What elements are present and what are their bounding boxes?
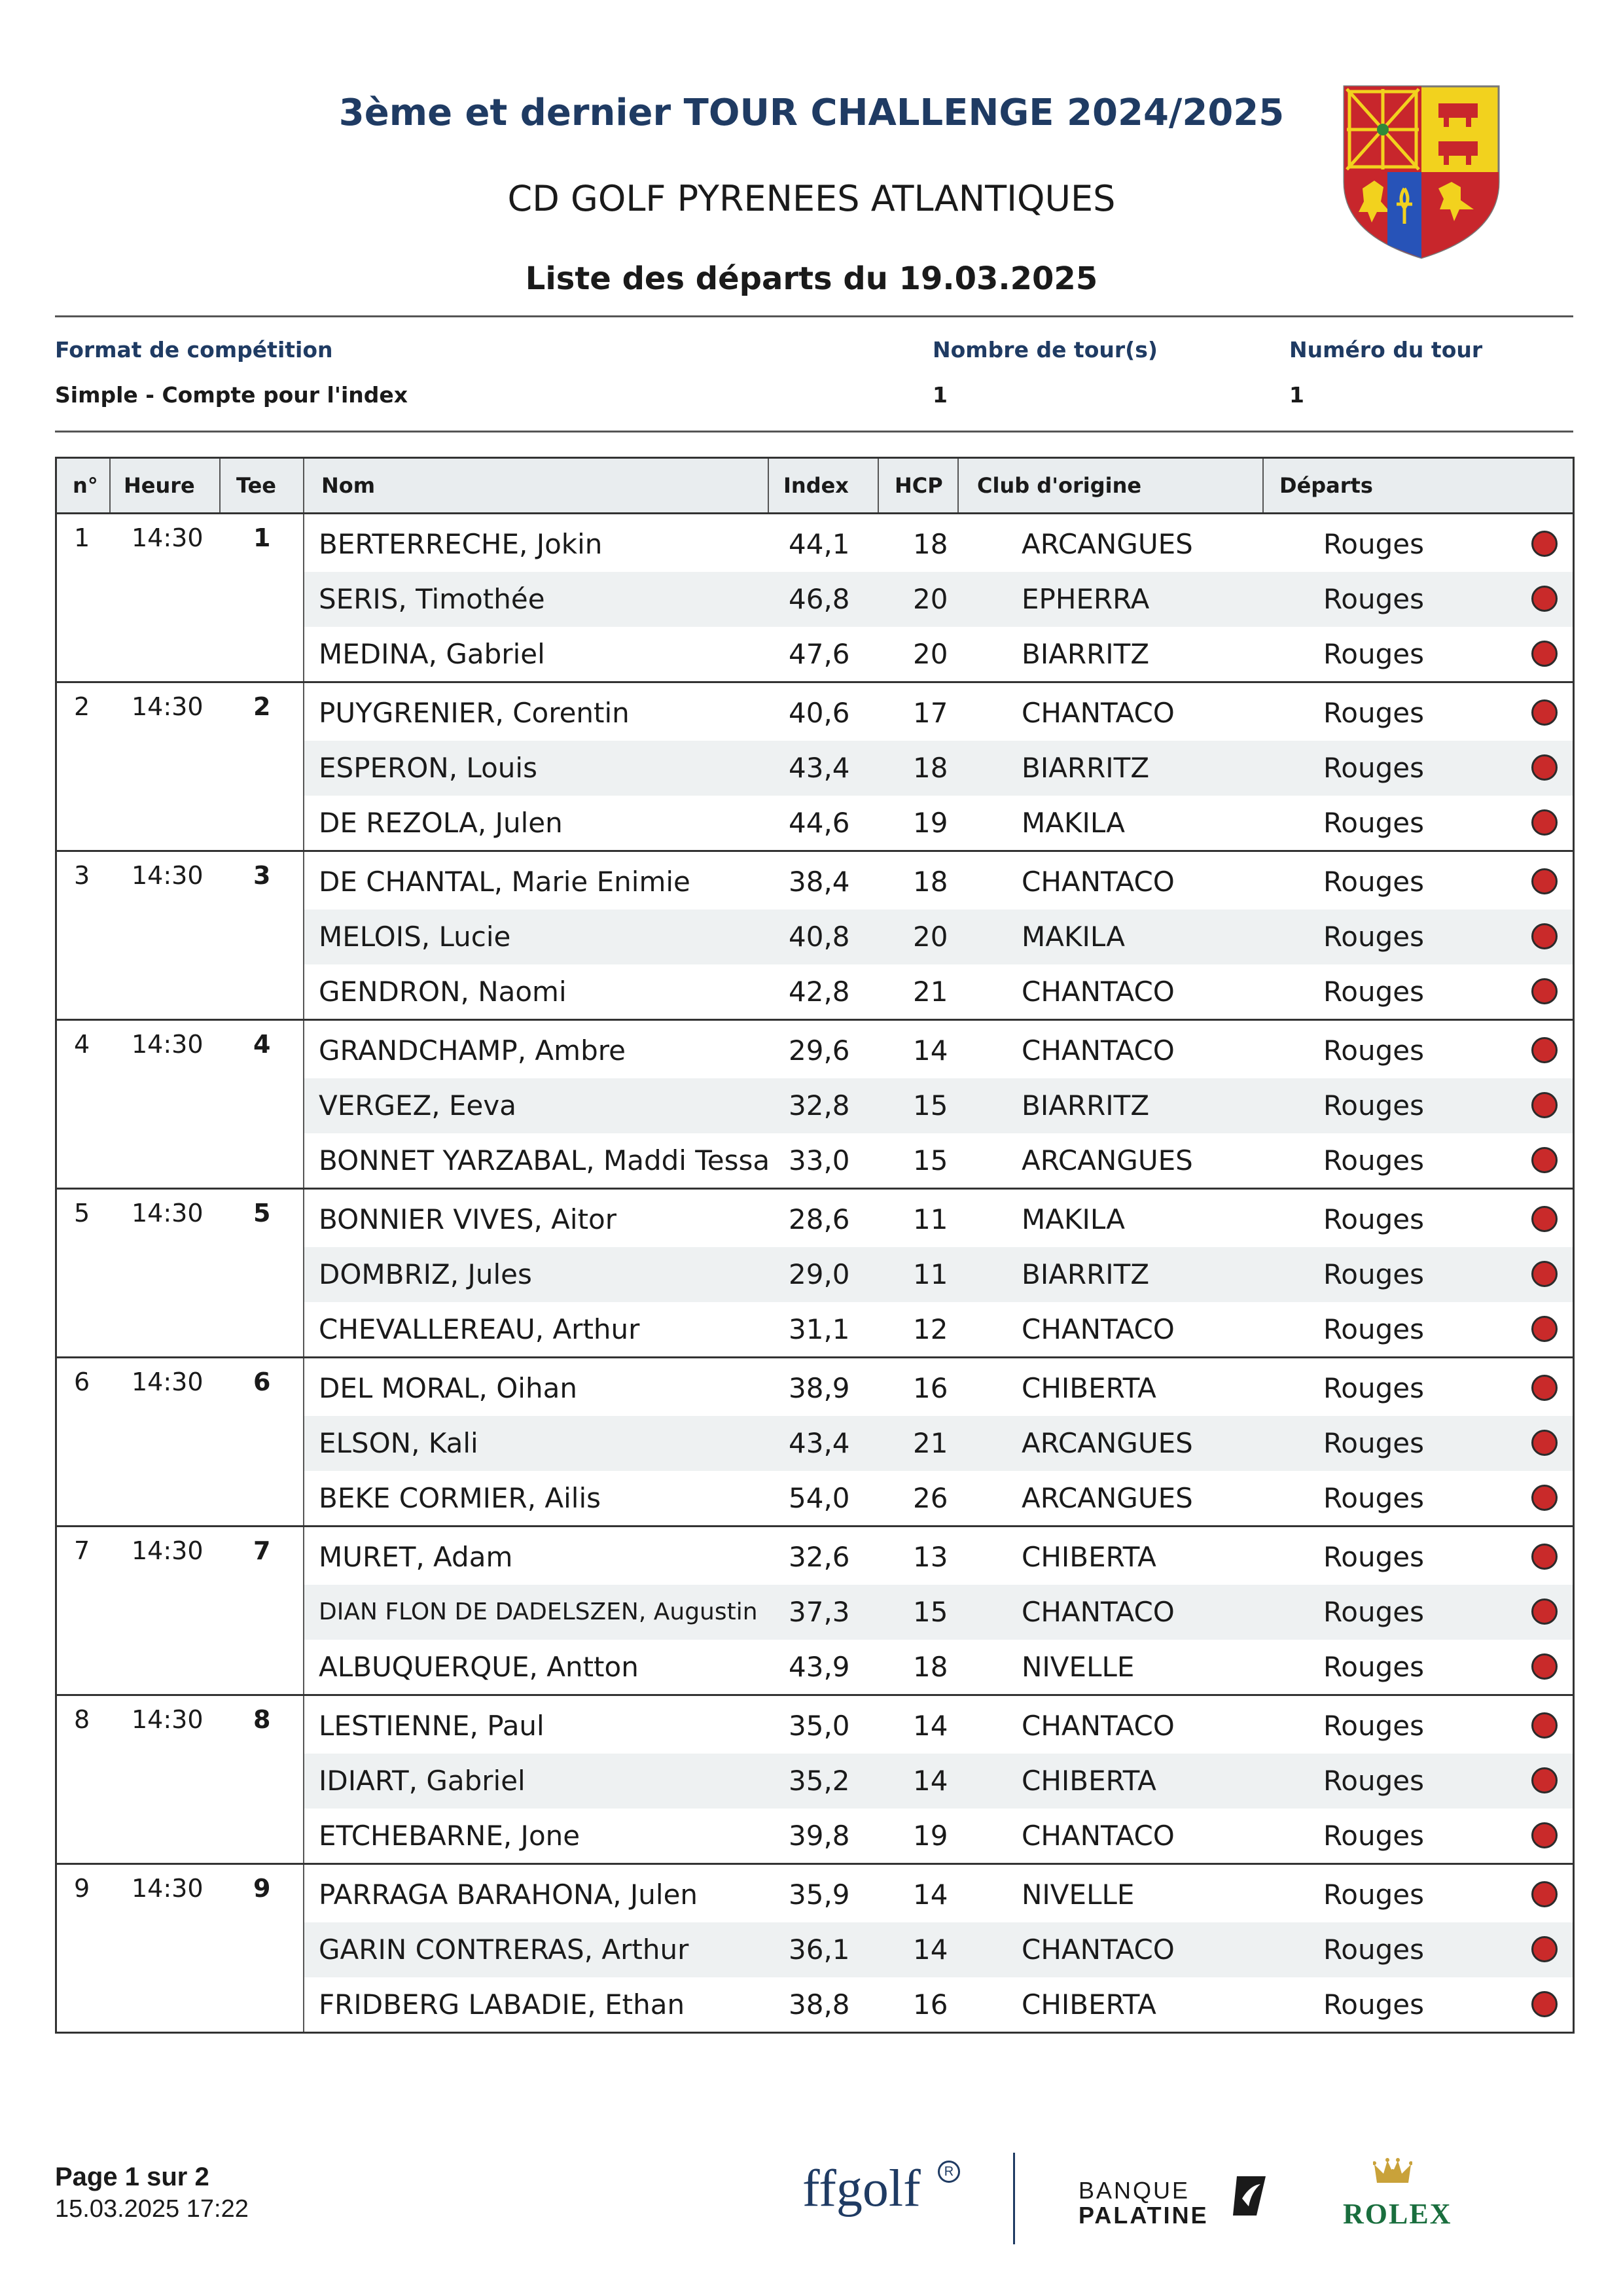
player-hcp: 20: [913, 583, 948, 615]
start-time: 14:30: [132, 1874, 204, 1903]
table-row: [304, 572, 1573, 627]
player-club: ARCANGUES: [1022, 528, 1193, 560]
player-name: ALBUQUERQUE, Antton: [319, 1651, 639, 1683]
group-number: 4: [74, 1030, 90, 1059]
table-header: [57, 459, 1573, 514]
col-header-hcp: HCP: [895, 473, 943, 498]
player-tee-color: Rouges: [1323, 752, 1424, 784]
table-row: [304, 741, 1573, 796]
player-index: 47,6: [789, 638, 850, 670]
player-name: PARRAGA BARAHONA, Julen: [319, 1879, 698, 1911]
player-index: 33,0: [789, 1144, 850, 1176]
player-index: 38,8: [789, 1988, 850, 2021]
player-tee-color: Rouges: [1323, 638, 1424, 670]
player-name: PUYGRENIER, Corentin: [319, 697, 630, 729]
player-club: MAKILA: [1022, 807, 1125, 839]
player-club: CHANTACO: [1022, 1934, 1175, 1966]
tee-marker-icon: [1531, 641, 1558, 667]
table-row: [304, 1922, 1573, 1977]
tee-marker-icon: [1531, 1598, 1558, 1625]
tee-marker-icon: [1531, 1430, 1558, 1456]
player-name: MURET, Adam: [319, 1541, 513, 1573]
tee-marker-icon: [1531, 809, 1558, 836]
player-tee-color: Rouges: [1323, 1820, 1424, 1852]
table-row: [304, 1471, 1573, 1526]
player-hcp: 14: [913, 1765, 948, 1797]
player-hcp: 19: [913, 1820, 948, 1852]
player-hcp: 15: [913, 1596, 948, 1628]
tee-marker-icon: [1531, 754, 1558, 781]
tee-time-group: [57, 1527, 1573, 1696]
player-tee-color: Rouges: [1323, 1651, 1424, 1683]
logo-separator: [1013, 2153, 1015, 2244]
player-club: MAKILA: [1022, 1203, 1125, 1235]
player-club: CHANTACO: [1022, 1313, 1175, 1345]
table-row: [304, 796, 1573, 851]
start-list-table: [55, 457, 1575, 2034]
player-index: 43,9: [789, 1651, 850, 1683]
player-hcp: 13: [913, 1541, 948, 1573]
player-club: BIARRITZ: [1022, 1258, 1150, 1290]
player-club: BIARRITZ: [1022, 752, 1150, 784]
table-row: [304, 1133, 1573, 1188]
player-hcp: 16: [913, 1372, 948, 1404]
start-tee: 7: [253, 1536, 271, 1565]
player-club: EPHERRA: [1022, 583, 1150, 615]
player-name: BONNET YARZABAL, Maddi Tessa: [319, 1144, 770, 1176]
format-value: Simple - Compte pour l'index: [55, 382, 408, 408]
tee-marker-icon: [1531, 978, 1558, 1004]
tee-time-group: [57, 683, 1573, 852]
tee-marker-icon: [1531, 1936, 1558, 1962]
rounds-label: Nombre de tour(s): [933, 337, 1158, 362]
table-row: [304, 1585, 1573, 1640]
crown-icon: [1373, 2158, 1412, 2187]
banque-palatine-logo-line2: PALATINE: [1079, 2202, 1209, 2229]
col-header-tees: Départs: [1279, 473, 1373, 498]
player-tee-color: Rouges: [1323, 1034, 1424, 1067]
player-club: BIARRITZ: [1022, 638, 1150, 670]
col-header-tee: Tee: [236, 473, 276, 498]
table-row: [304, 686, 1573, 741]
player-club: CHANTACO: [1022, 697, 1175, 729]
table-row: [304, 1699, 1573, 1754]
table-row: [304, 1192, 1573, 1247]
start-tee: 4: [253, 1030, 271, 1059]
ffgolf-logo: ffgolf: [802, 2160, 921, 2217]
start-tee: 5: [253, 1199, 271, 1227]
table-row: [304, 964, 1573, 1019]
player-tee-color: Rouges: [1323, 1427, 1424, 1459]
player-index: 38,4: [789, 866, 850, 898]
player-hcp: 12: [913, 1313, 948, 1345]
player-hcp: 11: [913, 1258, 948, 1290]
player-name: ELSON, Kali: [319, 1427, 478, 1459]
player-club: CHIBERTA: [1022, 1541, 1156, 1573]
tee-marker-icon: [1531, 868, 1558, 894]
player-hcp: 21: [913, 976, 948, 1008]
player-hcp: 15: [913, 1089, 948, 1122]
player-index: 31,1: [789, 1313, 850, 1345]
player-name: GRANDCHAMP, Ambre: [319, 1034, 626, 1067]
player-index: 37,3: [789, 1596, 850, 1628]
table-row: [304, 1078, 1573, 1133]
player-hcp: 14: [913, 1710, 948, 1742]
player-club: MAKILA: [1022, 921, 1125, 953]
table-row: [304, 1247, 1573, 1302]
format-label: Format de compétition: [55, 337, 333, 362]
player-name: VERGEZ, Eeva: [319, 1089, 516, 1122]
col-header-number: n°: [73, 473, 98, 498]
group-number: 6: [74, 1368, 90, 1396]
player-club: CHANTACO: [1022, 1596, 1175, 1628]
player-name: MELOIS, Lucie: [319, 921, 511, 953]
player-index: 43,4: [789, 752, 850, 784]
col-divider: [303, 459, 304, 512]
player-club: CHANTACO: [1022, 976, 1175, 1008]
tee-marker-icon: [1531, 1881, 1558, 1907]
player-index: 28,6: [789, 1203, 850, 1235]
start-list-title: Liste des départs du 19.03.2025: [525, 260, 1098, 297]
player-name: CHEVALLEREAU, Arthur: [319, 1313, 640, 1345]
start-time: 14:30: [132, 523, 204, 552]
tee-time-group: [57, 1696, 1573, 1865]
col-divider: [878, 459, 879, 512]
player-club: ARCANGUES: [1022, 1427, 1193, 1459]
tee-marker-icon: [1531, 1037, 1558, 1063]
player-index: 46,8: [789, 583, 850, 615]
table-row: [304, 1640, 1573, 1695]
player-index: 29,0: [789, 1258, 850, 1290]
col-header-name: Nom: [321, 473, 376, 498]
player-name: BEKE CORMIER, Ailis: [319, 1482, 601, 1514]
tee-marker-icon: [1531, 1712, 1558, 1739]
tee-marker-icon: [1531, 1261, 1558, 1287]
player-club: CHANTACO: [1022, 1034, 1175, 1067]
start-tee: 8: [253, 1705, 271, 1734]
col-header-club: Club d'origine: [977, 473, 1142, 498]
group-number: 1: [74, 523, 90, 552]
player-club: BIARRITZ: [1022, 1089, 1150, 1122]
player-club: NIVELLE: [1022, 1879, 1135, 1911]
tee-marker-icon: [1531, 1991, 1558, 2017]
player-tee-color: Rouges: [1323, 1710, 1424, 1742]
tee-marker-icon: [1531, 1316, 1558, 1342]
tee-marker-icon: [1531, 1147, 1558, 1173]
start-time: 14:30: [132, 1536, 204, 1565]
player-name: BONNIER VIVES, Aitor: [319, 1203, 617, 1235]
start-time: 14:30: [132, 692, 204, 721]
player-index: 54,0: [789, 1482, 850, 1514]
player-tee-color: Rouges: [1323, 697, 1424, 729]
player-hcp: 17: [913, 697, 948, 729]
player-hcp: 20: [913, 638, 948, 670]
tee-time-group: [57, 1865, 1573, 2032]
start-tee: 2: [253, 692, 271, 721]
table-row: [304, 910, 1573, 964]
player-hcp: 14: [913, 1934, 948, 1966]
player-tee-color: Rouges: [1323, 1879, 1424, 1911]
tee-time-group: [57, 514, 1573, 683]
player-name: DEL MORAL, Oihan: [319, 1372, 577, 1404]
player-tee-color: Rouges: [1323, 583, 1424, 615]
player-index: 32,8: [789, 1089, 850, 1122]
table-row: [304, 627, 1573, 682]
player-tee-color: Rouges: [1323, 528, 1424, 560]
player-name: LESTIENNE, Paul: [319, 1710, 544, 1742]
group-number: 7: [74, 1536, 90, 1565]
player-club: CHIBERTA: [1022, 1765, 1156, 1797]
col-header-time: Heure: [124, 473, 195, 498]
player-hcp: 20: [913, 921, 948, 953]
start-time: 14:30: [132, 1030, 204, 1059]
group-number: 5: [74, 1199, 90, 1227]
player-club: CHANTACO: [1022, 1820, 1175, 1852]
tee-time-group: [57, 1021, 1573, 1190]
banque-palatine-mark-icon: [1230, 2172, 1268, 2219]
player-tee-color: Rouges: [1323, 866, 1424, 898]
player-tee-color: Rouges: [1323, 921, 1424, 953]
player-tee-color: Rouges: [1323, 1203, 1424, 1235]
player-name: DE REZOLA, Julen: [319, 807, 563, 839]
start-time: 14:30: [132, 861, 204, 890]
print-date: 15.03.2025 17:22: [55, 2195, 249, 2223]
player-hcp: 11: [913, 1203, 948, 1235]
tee-time-group: [57, 1358, 1573, 1527]
coat-of-arms-icon: [1340, 84, 1503, 260]
start-time: 14:30: [132, 1368, 204, 1396]
col-header-index: Index: [783, 473, 849, 498]
player-hcp: 18: [913, 1651, 948, 1683]
page-number: Page 1 sur 2: [55, 2163, 209, 2191]
player-index: 44,1: [789, 528, 850, 560]
tee-marker-icon: [1531, 1822, 1558, 1848]
banque-palatine-logo-line1: BANQUE: [1079, 2177, 1190, 2204]
organization-name: CD GOLF PYRENEES ATLANTIQUES: [507, 178, 1116, 219]
table-row: [304, 1977, 1573, 2032]
table-body: [57, 514, 1573, 2032]
player-tee-color: Rouges: [1323, 1482, 1424, 1514]
player-hcp: 26: [913, 1482, 948, 1514]
player-index: 29,6: [789, 1034, 850, 1067]
group-number: 2: [74, 692, 90, 721]
player-tee-color: Rouges: [1323, 807, 1424, 839]
player-index: 32,6: [789, 1541, 850, 1573]
player-tee-color: Rouges: [1323, 1372, 1424, 1404]
round-number-value: 1: [1289, 382, 1304, 408]
player-name: FRIDBERG LABADIE, Ethan: [319, 1988, 685, 2021]
player-hcp: 19: [913, 807, 948, 839]
player-tee-color: Rouges: [1323, 1765, 1424, 1797]
player-name: DOMBRIZ, Jules: [319, 1258, 532, 1290]
tee-marker-icon: [1531, 699, 1558, 726]
player-tee-color: Rouges: [1323, 1258, 1424, 1290]
player-index: 36,1: [789, 1934, 850, 1966]
player-index: 44,6: [789, 807, 850, 839]
col-divider: [957, 459, 959, 512]
group-number: 3: [74, 861, 90, 890]
tee-marker-icon: [1531, 1375, 1558, 1401]
col-divider: [219, 459, 221, 512]
player-index: 43,4: [789, 1427, 850, 1459]
player-hcp: 18: [913, 528, 948, 560]
player-name: MEDINA, Gabriel: [319, 638, 545, 670]
player-club: CHANTACO: [1022, 1710, 1175, 1742]
player-club: ARCANGUES: [1022, 1482, 1193, 1514]
player-hcp: 15: [913, 1144, 948, 1176]
group-number: 8: [74, 1705, 90, 1734]
player-hcp: 14: [913, 1879, 948, 1911]
col-divider: [768, 459, 769, 512]
player-index: 35,0: [789, 1710, 850, 1742]
player-index: 35,2: [789, 1765, 850, 1797]
table-row: [304, 1023, 1573, 1078]
tee-marker-icon: [1531, 1092, 1558, 1118]
col-divider: [1262, 459, 1264, 512]
start-time: 14:30: [132, 1199, 204, 1227]
player-name: DIAN FLON DE DADELSZEN, Augustin: [319, 1598, 758, 1625]
player-club: ARCANGUES: [1022, 1144, 1193, 1176]
player-tee-color: Rouges: [1323, 1988, 1424, 2021]
table-row: [304, 1416, 1573, 1471]
rounds-value: 1: [933, 382, 948, 408]
player-hcp: 18: [913, 866, 948, 898]
player-club: CHIBERTA: [1022, 1988, 1156, 2021]
player-hcp: 14: [913, 1034, 948, 1067]
player-tee-color: Rouges: [1323, 1934, 1424, 1966]
tee-marker-icon: [1531, 1653, 1558, 1680]
table-row: [304, 1361, 1573, 1416]
player-club: NIVELLE: [1022, 1651, 1135, 1683]
player-tee-color: Rouges: [1323, 976, 1424, 1008]
player-tee-color: Rouges: [1323, 1089, 1424, 1122]
player-name: ETCHEBARNE, Jone: [319, 1820, 580, 1852]
player-name: SERIS, Timothée: [319, 583, 545, 615]
tee-marker-icon: [1531, 1767, 1558, 1793]
table-row: [304, 1302, 1573, 1357]
player-index: 40,6: [789, 697, 850, 729]
tee-marker-icon: [1531, 1485, 1558, 1511]
player-name: ESPERON, Louis: [319, 752, 537, 784]
col-divider: [109, 459, 111, 512]
start-tee: 3: [253, 861, 271, 890]
player-index: 40,8: [789, 921, 850, 953]
player-tee-color: Rouges: [1323, 1144, 1424, 1176]
player-name: BERTERRECHE, Jokin: [319, 528, 603, 560]
player-name: DE CHANTAL, Marie Enimie: [319, 866, 690, 898]
rolex-logo: ROLEX: [1343, 2198, 1452, 2230]
player-hcp: 21: [913, 1427, 948, 1459]
table-row: [304, 1867, 1573, 1922]
table-row: [304, 855, 1573, 910]
registered-mark-icon: R: [938, 2161, 960, 2183]
player-tee-color: Rouges: [1323, 1313, 1424, 1345]
player-club: CHANTACO: [1022, 866, 1175, 898]
player-tee-color: Rouges: [1323, 1596, 1424, 1628]
table-row: [304, 1809, 1573, 1863]
player-tee-color: Rouges: [1323, 1541, 1424, 1573]
table-row: [304, 1754, 1573, 1809]
tee-marker-icon: [1531, 1544, 1558, 1570]
player-hcp: 16: [913, 1988, 948, 2021]
start-tee: 9: [253, 1874, 271, 1903]
tee-marker-icon: [1531, 1206, 1558, 1232]
tee-marker-icon: [1531, 923, 1558, 949]
player-index: 38,9: [789, 1372, 850, 1404]
player-club: CHIBERTA: [1022, 1372, 1156, 1404]
player-index: 35,9: [789, 1879, 850, 1911]
round-number-label: Numéro du tour: [1289, 337, 1483, 362]
tee-time-group: [57, 1190, 1573, 1358]
table-row: [304, 517, 1573, 572]
header-divider: [55, 315, 1573, 317]
tee-marker-icon: [1531, 531, 1558, 557]
document-title: 3ème et dernier TOUR CHALLENGE 2024/2025: [338, 92, 1285, 134]
player-hcp: 18: [913, 752, 948, 784]
start-tee: 6: [253, 1368, 271, 1396]
start-tee: 1: [253, 523, 271, 552]
tee-marker-icon: [1531, 586, 1558, 612]
player-index: 39,8: [789, 1820, 850, 1852]
tee-time-group: [57, 852, 1573, 1021]
player-name: IDIART, Gabriel: [319, 1765, 526, 1797]
player-name: GENDRON, Naomi: [319, 976, 567, 1008]
table-row: [304, 1530, 1573, 1585]
player-name: GARIN CONTRERAS, Arthur: [319, 1934, 689, 1966]
player-index: 42,8: [789, 976, 850, 1008]
group-number: 9: [74, 1874, 90, 1903]
info-divider: [55, 431, 1573, 433]
start-time: 14:30: [132, 1705, 204, 1734]
